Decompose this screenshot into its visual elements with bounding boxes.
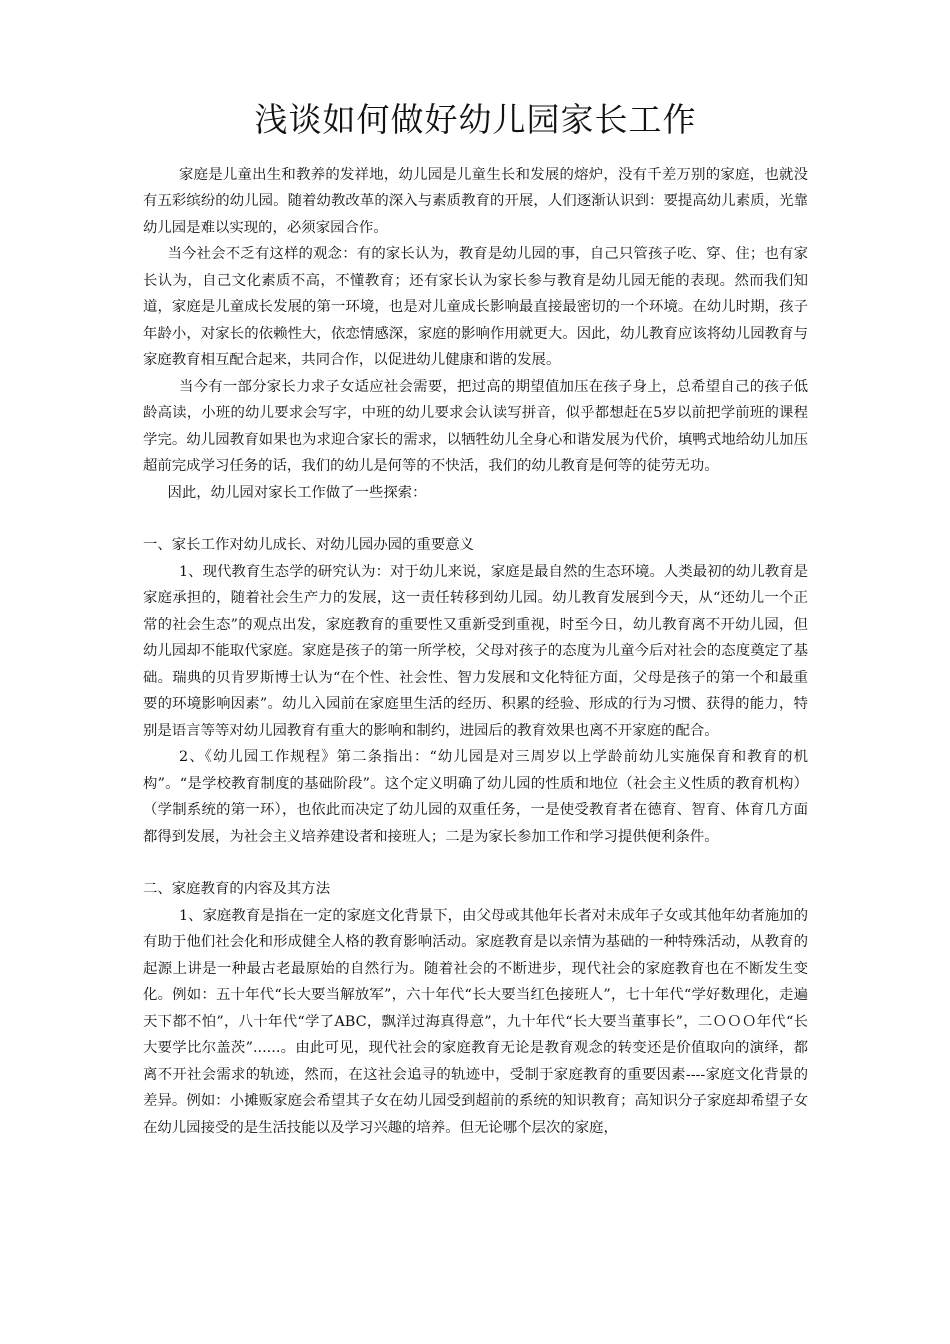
section-1-paragraph-2: 2、《幼儿园工作规程》第二条指出：“幼儿园是对三周岁以上学龄前幼儿实施保育和教育的机构”。“是学校教育制度的基础阶段”。这个定义明确了幼儿园的性质和地位（社会主义性质的教育机构）（学制系统的第一环），也依此而决定了幼儿园的双重任务，一是使受教育者在德育、智育、体育几方面都得到发展，为社会主义培养建设者和接班人；二是为家长参加工作和学习提供便利条件。 [143, 749, 808, 845]
intro-paragraph-3: 当今有一部分家长力求子女适应社会需要，把过高的期望值加压在孩子身上，总希望自己的孩子低龄高读，小班的幼儿要求会写字，中班的幼儿要求会认读写拼音，似乎都想赶在5岁以前把学前班的课程学完。幼儿园教育如果也为求迎合家长的需求，以牺牲幼儿全身心和谐发展为代价，填鸭式地给幼儿加压超前完成学习任务的话，我们的幼儿是何等的不快活，我们的幼儿教育是何等的徒劳无功。 [143, 378, 808, 475]
section-2-heading: 二、家庭教育的内容及其方法 [143, 881, 331, 898]
section-spacer [143, 506, 808, 532]
document-page [143, 100, 808, 1141]
section-spacer [143, 850, 808, 876]
section-1-heading: 一、家长工作对幼儿成长、对幼儿园办园的重要意义 [143, 537, 474, 554]
intro-paragraph-2: 当今社会不乏有这样的观念：有的家长认为，教育是幼儿园的事，自己只管孩子吃、穿、住；也有家长认为，自己文化素质不高，不懂教育；还有家长认为家长参与教育是幼儿园无能的表现。然而我们知道，家庭是儿童成长发展的第一环境，也是对儿童成长影响最直接最密切的一个环境。在幼儿时期，孩子年龄小，对家长的依赖性大，依恋情感深，家庭的影响作用就更大。因此，幼儿教育应该将幼儿园教育与家庭教育相互配合起来，共同合作，以促进幼儿健康和谐的发展。 [143, 246, 808, 369]
section-2-paragraph-1: 1、家庭教育是指在一定的家庭文化背景下，由父母或其他年长者对未成年子女或其他年幼者施加的有助于他们社会化和形成健全人格的教育影响活动。家庭教育是以亲情为基础的一种特殊活动，从教育的起源上讲是一种最古老最原始的自然行为。随着社会的不断进步，现代社会的家庭教育也在不断发生变化。例如：五十年代“长大要当解放军”，六十年代“长大要当红色接班人”，七十年代“学好数理化，走遍天下都不怕”，八十年代“学了ABC，飘洋过海真得意”，九十年代“长大要当董事长”，二ＯＯＯ年代“长大要学比尔盖茨”......。由此可见，现代社会的家庭教育无论是教育观念的转变还是价值取向的演绎，都离不开社会需求的轨迹，然而，在这社会追寻的轨迹中，受制于家庭教育的重要因素----家庭文化背景的差异。例如：小摊贩家庭会希望其子女在幼儿园受到超前的系统的知识教育；高知识分子家庭却希望子女在幼儿园接受的是生活技能以及学习兴趣的培养。但无论哪个层次的家庭， [143, 907, 808, 1136]
intro-paragraph-4: 因此，幼儿园对家长工作做了一些探索： [167, 484, 427, 501]
document-title: 浅谈如何做好幼儿园家长工作 [254, 100, 697, 139]
section-1-paragraph-1: 1、现代教育生态学的研究认为：对于幼儿来说，家庭是最自然的生态环境。人类最初的幼儿教育是家庭承担的，随着社会生产力的发展，这一责任转移到幼儿园。幼儿教育发展到今天，从“还幼儿一个正常的社会生态”的观点出发，家庭教育的重要性又重新受到重视，时至今日，幼儿教育离不开幼儿园，但幼儿园却不能取代家庭。家庭是孩子的第一所学校，父母对孩子的态度为儿童今后对社会的态度奠定了基础。瑞典的贝肯罗斯博士认为“在个性、社会性、智力发展和文化特征方面，父母是孩子的第一个和最重要的环境影响因素”。幼儿入园前在家庭里生活的经历、积累的经验、形成的行为习惯、获得的能力，特别是语言等等对幼儿园教育有重大的影响和制约，进园后的教育效果也离不开家庭的配合。 [143, 563, 808, 739]
intro-paragraph-1: 家庭是儿童出生和教养的发祥地，幼儿园是儿童生长和发展的熔炉，没有千差万别的家庭，也就没有五彩缤纷的幼儿园。随着幼教改革的深入与素质教育的开展，人们逐渐认识到：要提高幼儿素质，光靠幼儿园是难以实现的，必须家园合作。 [143, 166, 808, 236]
